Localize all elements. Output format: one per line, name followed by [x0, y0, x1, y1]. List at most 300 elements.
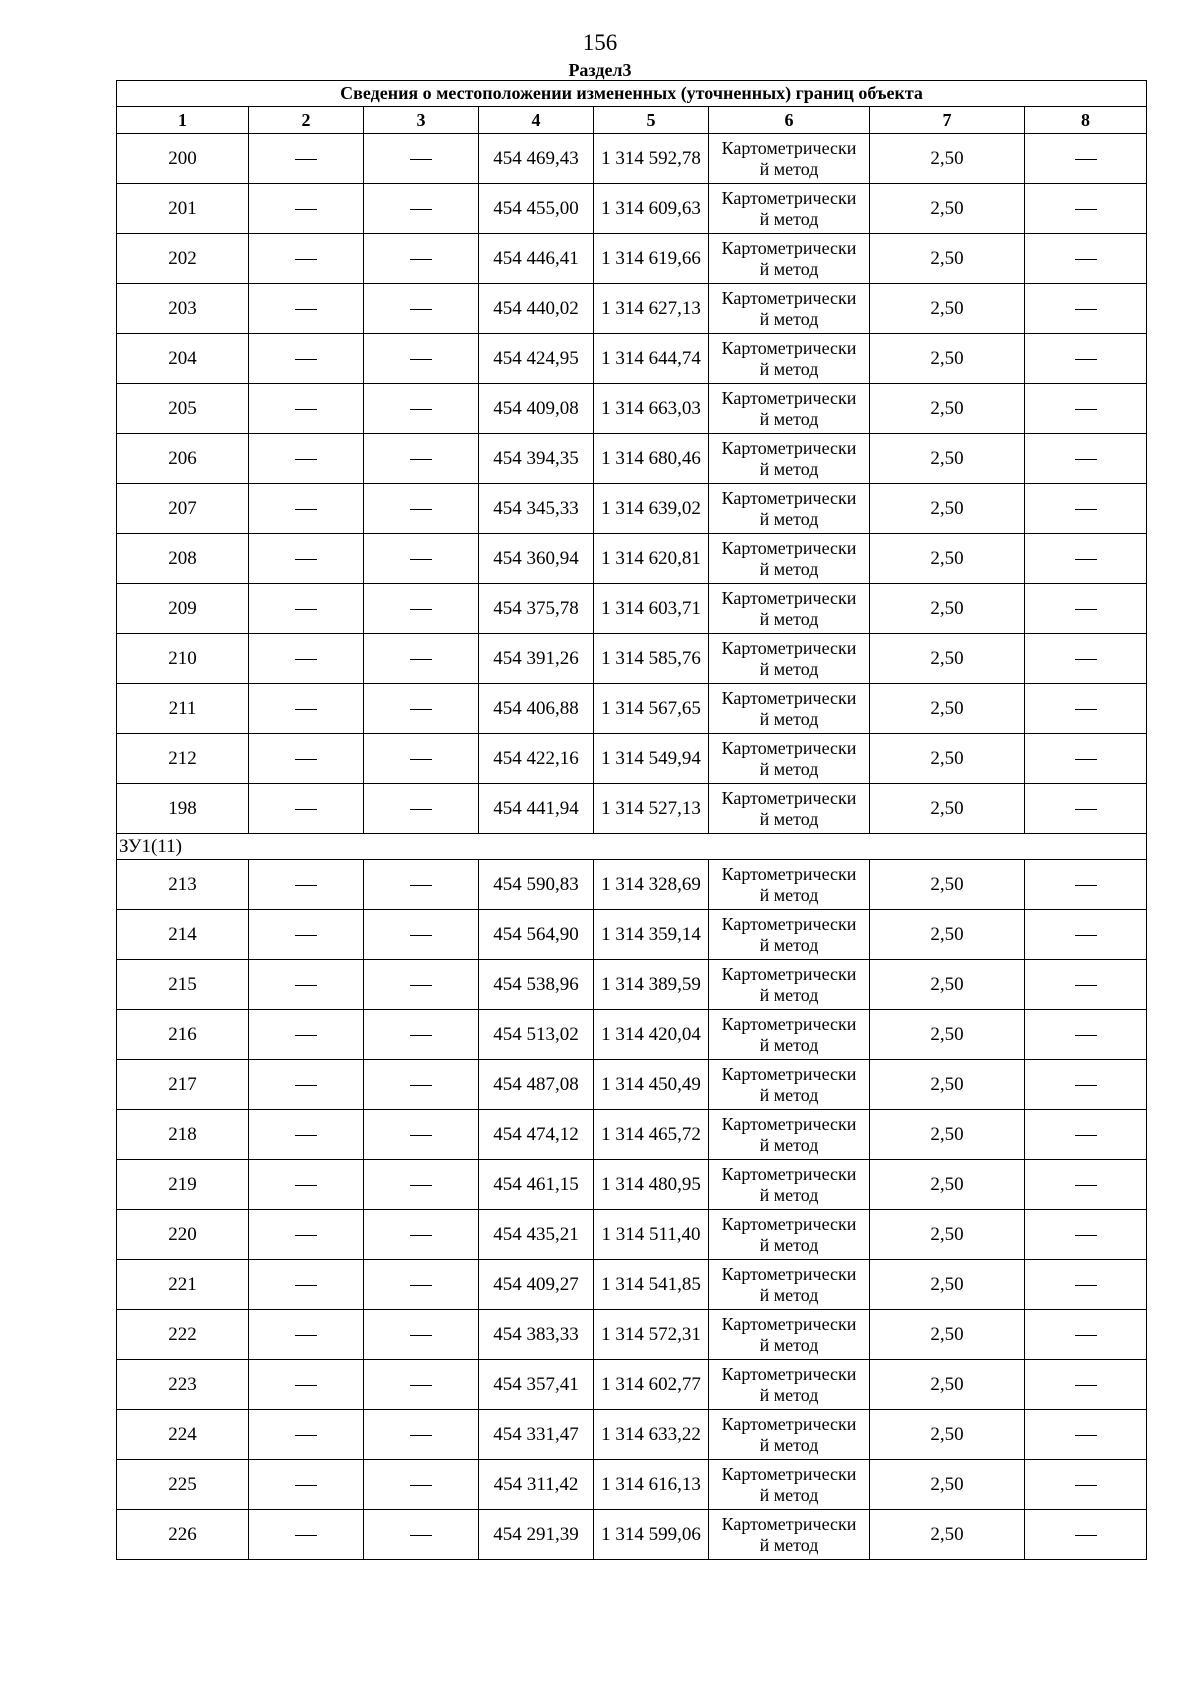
- dash-mark: [295, 1435, 317, 1436]
- y-coordinate-cell: 1 314 359,14: [594, 910, 709, 960]
- empty-cell: [364, 1360, 479, 1410]
- y-coordinate-cell: 1 314 567,65: [594, 684, 709, 734]
- point-number-cell: 201: [117, 184, 249, 234]
- x-coordinate-cell: 454 435,21: [479, 1210, 594, 1260]
- dash-mark: [1075, 209, 1097, 210]
- dash-mark: [410, 659, 432, 660]
- empty-cell: [249, 734, 364, 784]
- empty-cell: [1025, 484, 1147, 534]
- empty-cell: [1025, 960, 1147, 1010]
- empty-cell: [1025, 584, 1147, 634]
- dash-mark: [1075, 985, 1097, 986]
- empty-cell: [249, 1260, 364, 1310]
- empty-cell: [364, 484, 479, 534]
- method-line-2: й метод: [759, 358, 819, 379]
- method-line-2: й метод: [759, 658, 819, 679]
- empty-cell: [364, 584, 479, 634]
- method-cell: [709, 1210, 870, 1260]
- boundary-coordinates-table: [116, 80, 1147, 1560]
- method-cell: [709, 234, 870, 284]
- table-row: [117, 284, 1147, 334]
- method-line-2: й метод: [759, 758, 819, 779]
- precision-cell: 2,50: [870, 1260, 1025, 1310]
- point-number-cell: 222: [117, 1310, 249, 1360]
- method-cell: [709, 284, 870, 334]
- empty-cell: [1025, 184, 1147, 234]
- table-row: [117, 734, 1147, 784]
- precision-cell: 2,50: [870, 584, 1025, 634]
- method-line-1: Картометрически: [721, 337, 857, 358]
- empty-cell: [1025, 1260, 1147, 1310]
- dash-mark: [295, 509, 317, 510]
- method-line-2: й метод: [759, 1034, 819, 1055]
- x-coordinate-cell: 454 406,88: [479, 684, 594, 734]
- empty-cell: [1025, 1460, 1147, 1510]
- x-coordinate-cell: 454 383,33: [479, 1310, 594, 1360]
- column-number-cell: 2: [249, 107, 364, 134]
- table-row: [117, 860, 1147, 910]
- dash-mark: [1075, 709, 1097, 710]
- empty-cell: [249, 960, 364, 1010]
- dash-mark: [295, 159, 317, 160]
- x-coordinate-cell: 454 513,02: [479, 1010, 594, 1060]
- dash-mark: [410, 1435, 432, 1436]
- y-coordinate-cell: 1 314 480,95: [594, 1160, 709, 1210]
- method-line-1: Картометрически: [721, 437, 857, 458]
- empty-cell: [249, 784, 364, 834]
- dash-mark: [1075, 309, 1097, 310]
- method-cell: [709, 1160, 870, 1210]
- empty-cell: [364, 134, 479, 184]
- x-coordinate-cell: 454 469,43: [479, 134, 594, 184]
- method-line-1: Картометрически: [721, 1513, 857, 1534]
- method-line-1: Картометрически: [721, 1263, 857, 1284]
- dash-mark: [410, 409, 432, 410]
- empty-cell: [364, 234, 479, 284]
- table-row: [117, 1010, 1147, 1060]
- empty-cell: [249, 1510, 364, 1560]
- column-number-cell: 4: [479, 107, 594, 134]
- precision-cell: 2,50: [870, 534, 1025, 584]
- point-number-cell: 204: [117, 334, 249, 384]
- dash-mark: [410, 1035, 432, 1036]
- x-coordinate-cell: 454 461,15: [479, 1160, 594, 1210]
- table-row: [117, 584, 1147, 634]
- empty-cell: [364, 1410, 479, 1460]
- dash-mark: [295, 259, 317, 260]
- x-coordinate-cell: 454 345,33: [479, 484, 594, 534]
- empty-cell: [364, 184, 479, 234]
- table-row: [117, 484, 1147, 534]
- dash-mark: [295, 459, 317, 460]
- y-coordinate-cell: 1 314 616,13: [594, 1460, 709, 1510]
- dash-mark: [410, 1135, 432, 1136]
- method-line-2: й метод: [759, 458, 819, 479]
- dash-mark: [410, 609, 432, 610]
- point-number-cell: 202: [117, 234, 249, 284]
- dash-mark: [1075, 759, 1097, 760]
- table-row: [117, 634, 1147, 684]
- empty-cell: [364, 334, 479, 384]
- empty-cell: [364, 1060, 479, 1110]
- column-number-cell: 6: [709, 107, 870, 134]
- table-row: [117, 334, 1147, 384]
- dash-mark: [410, 459, 432, 460]
- empty-cell: [249, 1160, 364, 1210]
- precision-cell: 2,50: [870, 434, 1025, 484]
- dash-mark: [410, 1085, 432, 1086]
- empty-cell: [364, 684, 479, 734]
- point-number-cell: 223: [117, 1360, 249, 1410]
- precision-cell: 2,50: [870, 860, 1025, 910]
- dash-mark: [295, 1035, 317, 1036]
- method-line-2: й метод: [759, 1484, 819, 1505]
- dash-mark: [410, 935, 432, 936]
- precision-cell: 2,50: [870, 234, 1025, 284]
- method-cell: [709, 134, 870, 184]
- table-caption: Сведения о местоположении измененных (уточненных) границ объекта: [117, 81, 1147, 107]
- empty-cell: [249, 284, 364, 334]
- dash-mark: [1075, 659, 1097, 660]
- table-row: [117, 1060, 1147, 1110]
- dash-mark: [410, 209, 432, 210]
- dash-mark: [1075, 559, 1097, 560]
- method-line-2: й метод: [759, 558, 819, 579]
- y-coordinate-cell: 1 314 663,03: [594, 384, 709, 434]
- dash-mark: [295, 309, 317, 310]
- method-cell: [709, 434, 870, 484]
- precision-cell: 2,50: [870, 910, 1025, 960]
- empty-cell: [1025, 734, 1147, 784]
- empty-cell: [364, 1010, 479, 1060]
- dash-mark: [1075, 159, 1097, 160]
- dash-mark: [410, 559, 432, 560]
- column-number-row: [117, 107, 1147, 134]
- precision-cell: 2,50: [870, 634, 1025, 684]
- method-line-2: й метод: [759, 308, 819, 329]
- dash-mark: [295, 709, 317, 710]
- point-number-cell: 208: [117, 534, 249, 584]
- empty-cell: [1025, 234, 1147, 284]
- y-coordinate-cell: 1 314 620,81: [594, 534, 709, 584]
- empty-cell: [249, 1410, 364, 1460]
- dash-mark: [295, 409, 317, 410]
- dash-mark: [295, 1535, 317, 1536]
- empty-cell: [1025, 684, 1147, 734]
- empty-cell: [364, 534, 479, 584]
- method-line-1: Картометрически: [721, 1063, 857, 1084]
- y-coordinate-cell: 1 314 603,71: [594, 584, 709, 634]
- method-cell: [709, 1510, 870, 1560]
- table-row: [117, 234, 1147, 284]
- empty-cell: [364, 1110, 479, 1160]
- point-number-cell: 214: [117, 910, 249, 960]
- dash-mark: [1075, 359, 1097, 360]
- empty-cell: [1025, 1360, 1147, 1410]
- empty-cell: [1025, 1510, 1147, 1560]
- x-coordinate-cell: 454 331,47: [479, 1410, 594, 1460]
- method-line-2: й метод: [759, 1384, 819, 1405]
- method-cell: [709, 1360, 870, 1410]
- point-number-cell: 200: [117, 134, 249, 184]
- precision-cell: 2,50: [870, 1510, 1025, 1560]
- x-coordinate-cell: 454 394,35: [479, 434, 594, 484]
- empty-cell: [1025, 434, 1147, 484]
- point-number-cell: 213: [117, 860, 249, 910]
- method-line-1: Картометрически: [721, 237, 857, 258]
- point-number-cell: 225: [117, 1460, 249, 1510]
- point-number-cell: 210: [117, 634, 249, 684]
- method-line-1: Картометрически: [721, 487, 857, 508]
- dash-mark: [410, 885, 432, 886]
- empty-cell: [1025, 134, 1147, 184]
- method-line-2: й метод: [759, 984, 819, 1005]
- precision-cell: 2,50: [870, 960, 1025, 1010]
- table-row: [117, 1460, 1147, 1510]
- dash-mark: [410, 1185, 432, 1186]
- method-cell: [709, 784, 870, 834]
- dash-mark: [410, 1385, 432, 1386]
- method-line-2: й метод: [759, 1234, 819, 1255]
- y-coordinate-cell: 1 314 602,77: [594, 1360, 709, 1410]
- method-line-2: й метод: [759, 608, 819, 629]
- method-cell: [709, 484, 870, 534]
- x-coordinate-cell: 454 409,08: [479, 384, 594, 434]
- empty-cell: [1025, 1060, 1147, 1110]
- dash-mark: [295, 559, 317, 560]
- method-cell: [709, 960, 870, 1010]
- empty-cell: [249, 860, 364, 910]
- empty-cell: [364, 860, 479, 910]
- empty-cell: [364, 1460, 479, 1510]
- method-line-1: Картометрически: [721, 687, 857, 708]
- x-coordinate-cell: 454 391,26: [479, 634, 594, 684]
- method-line-1: Картометрически: [721, 1463, 857, 1484]
- table-row: [117, 534, 1147, 584]
- table-row: [117, 910, 1147, 960]
- y-coordinate-cell: 1 314 639,02: [594, 484, 709, 534]
- empty-cell: [1025, 534, 1147, 584]
- empty-cell: [364, 634, 479, 684]
- empty-cell: [1025, 284, 1147, 334]
- point-number-cell: 219: [117, 1160, 249, 1210]
- point-number-cell: 220: [117, 1210, 249, 1260]
- empty-cell: [364, 384, 479, 434]
- empty-cell: [249, 1060, 364, 1110]
- y-coordinate-cell: 1 314 511,40: [594, 1210, 709, 1260]
- method-line-2: й метод: [759, 508, 819, 529]
- dash-mark: [1075, 1535, 1097, 1536]
- dash-mark: [410, 1235, 432, 1236]
- x-coordinate-cell: 454 291,39: [479, 1510, 594, 1560]
- dash-mark: [1075, 509, 1097, 510]
- method-cell: [709, 1110, 870, 1160]
- empty-cell: [249, 910, 364, 960]
- dash-mark: [1075, 1235, 1097, 1236]
- method-cell: [709, 1060, 870, 1110]
- table-row: [117, 134, 1147, 184]
- y-coordinate-cell: 1 314 420,04: [594, 1010, 709, 1060]
- method-line-2: й метод: [759, 1334, 819, 1355]
- method-line-1: Картометрически: [721, 1363, 857, 1384]
- method-line-2: й метод: [759, 1434, 819, 1455]
- method-line-2: й метод: [759, 1084, 819, 1105]
- dash-mark: [295, 809, 317, 810]
- dash-mark: [295, 885, 317, 886]
- dash-mark: [1075, 609, 1097, 610]
- dash-mark: [410, 1335, 432, 1336]
- dash-mark: [1075, 1435, 1097, 1436]
- dash-mark: [410, 809, 432, 810]
- dash-mark: [1075, 809, 1097, 810]
- column-number-cell: 8: [1025, 107, 1147, 134]
- empty-cell: [1025, 384, 1147, 434]
- point-number-cell: 212: [117, 734, 249, 784]
- empty-cell: [249, 1110, 364, 1160]
- method-cell: [709, 734, 870, 784]
- method-cell: [709, 1460, 870, 1510]
- empty-cell: [249, 234, 364, 284]
- empty-cell: [1025, 860, 1147, 910]
- dash-mark: [1075, 1335, 1097, 1336]
- dash-mark: [295, 759, 317, 760]
- dash-mark: [1075, 1185, 1097, 1186]
- x-coordinate-cell: 454 564,90: [479, 910, 594, 960]
- method-line-2: й метод: [759, 1284, 819, 1305]
- y-coordinate-cell: 1 314 680,46: [594, 434, 709, 484]
- x-coordinate-cell: 454 455,00: [479, 184, 594, 234]
- dash-mark: [1075, 459, 1097, 460]
- table-row: [117, 1410, 1147, 1460]
- empty-cell: [364, 284, 479, 334]
- method-line-1: Картометрически: [721, 1113, 857, 1134]
- empty-cell: [249, 1210, 364, 1260]
- dash-mark: [295, 1485, 317, 1486]
- precision-cell: 2,50: [870, 1410, 1025, 1460]
- empty-cell: [364, 960, 479, 1010]
- method-cell: [709, 634, 870, 684]
- y-coordinate-cell: 1 314 627,13: [594, 284, 709, 334]
- x-coordinate-cell: 454 590,83: [479, 860, 594, 910]
- method-line-1: Картометрически: [721, 1013, 857, 1034]
- method-line-2: й метод: [759, 934, 819, 955]
- y-coordinate-cell: 1 314 549,94: [594, 734, 709, 784]
- x-coordinate-cell: 454 357,41: [479, 1360, 594, 1410]
- method-line-1: Картометрически: [721, 1213, 857, 1234]
- table-row: [117, 1110, 1147, 1160]
- x-coordinate-cell: 454 311,42: [479, 1460, 594, 1510]
- empty-cell: [249, 184, 364, 234]
- dash-mark: [1075, 1385, 1097, 1386]
- empty-cell: [1025, 910, 1147, 960]
- y-coordinate-cell: 1 314 644,74: [594, 334, 709, 384]
- precision-cell: 2,50: [870, 1460, 1025, 1510]
- method-cell: [709, 534, 870, 584]
- method-line-1: Картометрически: [721, 137, 857, 158]
- x-coordinate-cell: 454 487,08: [479, 1060, 594, 1110]
- point-number-cell: 203: [117, 284, 249, 334]
- empty-cell: [249, 1010, 364, 1060]
- y-coordinate-cell: 1 314 599,06: [594, 1510, 709, 1560]
- method-line-2: й метод: [759, 1534, 819, 1555]
- point-number-cell: 226: [117, 1510, 249, 1560]
- empty-cell: [249, 584, 364, 634]
- dash-mark: [295, 359, 317, 360]
- table-row: [117, 384, 1147, 434]
- table-row: [117, 784, 1147, 834]
- method-cell: [709, 684, 870, 734]
- y-coordinate-cell: 1 314 465,72: [594, 1110, 709, 1160]
- dash-mark: [1075, 1485, 1097, 1486]
- empty-cell: [249, 534, 364, 584]
- y-coordinate-cell: 1 314 619,66: [594, 234, 709, 284]
- point-number-cell: 216: [117, 1010, 249, 1060]
- table-row: [117, 684, 1147, 734]
- dash-mark: [410, 359, 432, 360]
- dash-mark: [410, 1285, 432, 1286]
- precision-cell: 2,50: [870, 1360, 1025, 1410]
- dash-mark: [1075, 1285, 1097, 1286]
- dash-mark: [410, 309, 432, 310]
- x-coordinate-cell: 454 538,96: [479, 960, 594, 1010]
- precision-cell: 2,50: [870, 1110, 1025, 1160]
- x-coordinate-cell: 454 440,02: [479, 284, 594, 334]
- method-cell: [709, 1410, 870, 1460]
- dash-mark: [410, 159, 432, 160]
- method-line-1: Картометрически: [721, 737, 857, 758]
- empty-cell: [364, 1260, 479, 1310]
- method-cell: [709, 384, 870, 434]
- dash-mark: [295, 1385, 317, 1386]
- method-cell: [709, 334, 870, 384]
- precision-cell: 2,50: [870, 134, 1025, 184]
- group-row: [117, 834, 1147, 860]
- empty-cell: [249, 134, 364, 184]
- method-line-1: Картометрически: [721, 637, 857, 658]
- empty-cell: [1025, 334, 1147, 384]
- method-cell: [709, 584, 870, 634]
- y-coordinate-cell: 1 314 572,31: [594, 1310, 709, 1360]
- table-row: [117, 1210, 1147, 1260]
- method-line-1: Картометрически: [721, 287, 857, 308]
- column-number-cell: 5: [594, 107, 709, 134]
- y-coordinate-cell: 1 314 389,59: [594, 960, 709, 1010]
- dash-mark: [1075, 1085, 1097, 1086]
- table-row: [117, 184, 1147, 234]
- x-coordinate-cell: 454 409,27: [479, 1260, 594, 1310]
- method-line-2: й метод: [759, 158, 819, 179]
- point-number-cell: 205: [117, 384, 249, 434]
- empty-cell: [1025, 1210, 1147, 1260]
- table-row: [117, 960, 1147, 1010]
- empty-cell: [364, 434, 479, 484]
- point-number-cell: 198: [117, 784, 249, 834]
- empty-cell: [249, 1360, 364, 1410]
- section-title: Раздел3: [568, 60, 632, 80]
- precision-cell: 2,50: [870, 184, 1025, 234]
- empty-cell: [364, 734, 479, 784]
- y-coordinate-cell: 1 314 585,76: [594, 634, 709, 684]
- dash-mark: [295, 1185, 317, 1186]
- precision-cell: 2,50: [870, 784, 1025, 834]
- empty-cell: [249, 484, 364, 534]
- precision-cell: 2,50: [870, 334, 1025, 384]
- x-coordinate-cell: 454 375,78: [479, 584, 594, 634]
- dash-mark: [1075, 1035, 1097, 1036]
- empty-cell: [364, 784, 479, 834]
- precision-cell: 2,50: [870, 284, 1025, 334]
- empty-cell: [364, 1510, 479, 1560]
